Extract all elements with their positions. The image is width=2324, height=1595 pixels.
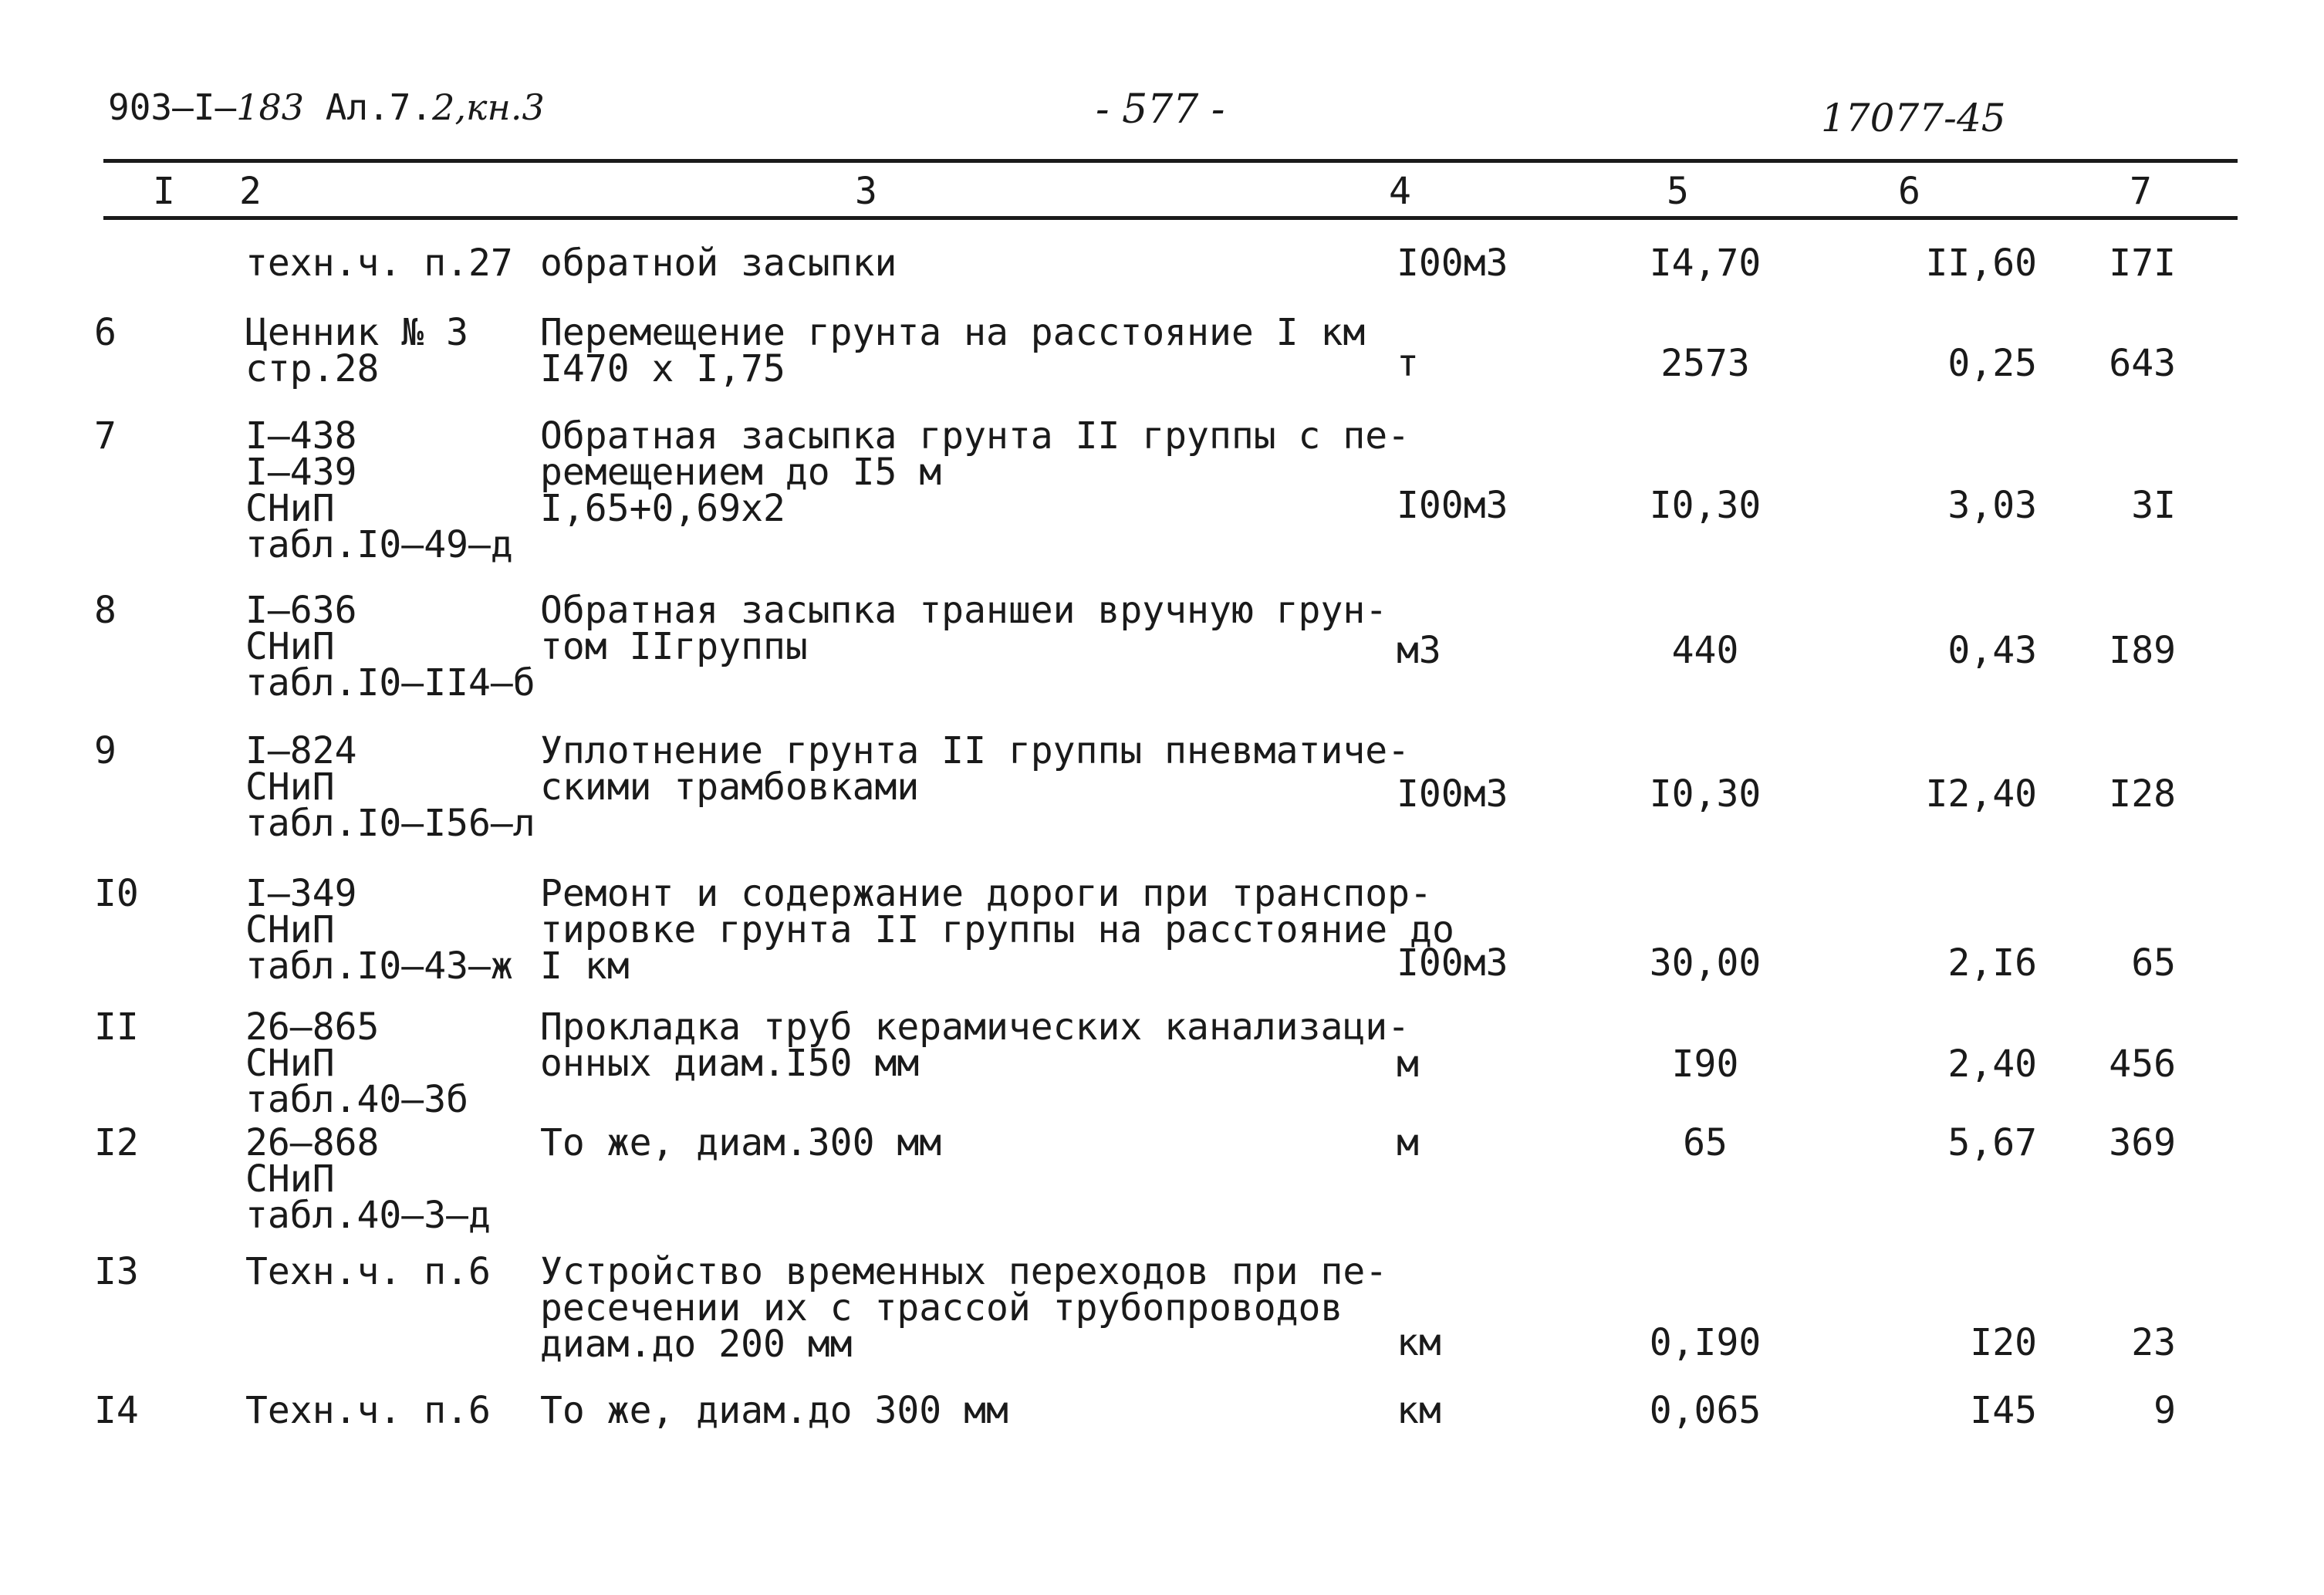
work-description-line: обратной засыпки bbox=[540, 242, 897, 285]
quantity: 65 bbox=[1683, 1121, 1728, 1164]
total-cost: I89 bbox=[2109, 629, 2176, 672]
reference-code-line: Техн.ч. п.6 bbox=[245, 1250, 491, 1293]
unit: км bbox=[1397, 1321, 1441, 1364]
column-number: 3 bbox=[855, 170, 877, 213]
document-code bbox=[108, 86, 545, 128]
total-cost: 369 bbox=[2109, 1121, 2176, 1164]
unit-price: I45 bbox=[1970, 1389, 2037, 1432]
column-number: 5 bbox=[1667, 170, 1689, 213]
reference-code-line: I–439 bbox=[245, 451, 357, 494]
reference-code-line: СНиП bbox=[245, 487, 335, 530]
header-rule-bottom bbox=[103, 216, 2238, 220]
unit-price: I20 bbox=[1970, 1321, 2037, 1364]
quantity: I0,30 bbox=[1649, 484, 1762, 527]
column-number: 4 bbox=[1389, 170, 1411, 213]
total-cost: 456 bbox=[2109, 1042, 2176, 1086]
row-number: II bbox=[94, 1005, 139, 1049]
total-cost: 3I bbox=[2131, 484, 2176, 527]
row-number: 8 bbox=[94, 589, 117, 632]
work-description-line: ремещением до I5 м bbox=[540, 451, 942, 494]
page-number: - 577 - bbox=[1096, 86, 1225, 133]
total-cost: 23 bbox=[2131, 1321, 2176, 1364]
work-description bbox=[540, 729, 1427, 809]
column-number: 7 bbox=[2130, 170, 2152, 213]
quantity: 2573 bbox=[1660, 342, 1750, 385]
row-number: I0 bbox=[94, 872, 139, 915]
work-description-line: скими трамбовками bbox=[540, 765, 920, 809]
work-description-line: То же, диам.до 300 мм bbox=[540, 1389, 1008, 1432]
inventory-number: 17077-45 bbox=[1821, 96, 2006, 140]
reference-code-line: Техн.ч. п.6 bbox=[245, 1389, 491, 1432]
total-cost: I28 bbox=[2109, 772, 2176, 816]
row-number: 6 bbox=[94, 311, 117, 354]
work-description bbox=[540, 242, 1427, 285]
unit: м bbox=[1397, 1121, 1419, 1164]
reference-code bbox=[245, 589, 535, 705]
work-description-line: Устройство временных переходов при пе- bbox=[540, 1250, 1388, 1293]
total-cost: I7I bbox=[2109, 242, 2176, 285]
work-description-line: То же, диам.300 мм bbox=[540, 1121, 942, 1164]
reference-code-line: СНиП bbox=[245, 1157, 335, 1201]
unit: I00м3 bbox=[1397, 772, 1508, 816]
work-description-line: I470 x I,75 bbox=[540, 347, 785, 390]
work-description bbox=[540, 1389, 1427, 1432]
column-number: 2 bbox=[239, 170, 262, 213]
unit: I00м3 bbox=[1397, 484, 1508, 527]
album-handwritten: 2,кн.3 bbox=[432, 86, 545, 128]
quantity: 0,I90 bbox=[1649, 1321, 1762, 1364]
reference-code-line: табл.40–3б bbox=[245, 1078, 468, 1121]
reference-code-line: 26–868 bbox=[245, 1121, 380, 1164]
reference-code bbox=[245, 1250, 491, 1293]
row-number: 7 bbox=[94, 414, 117, 458]
reference-code-line: I–824 bbox=[245, 729, 357, 772]
work-description bbox=[540, 1121, 1427, 1164]
unit: I00м3 bbox=[1397, 242, 1508, 285]
reference-code-line: I–438 bbox=[245, 414, 357, 458]
reference-code-line: I–636 bbox=[245, 589, 357, 632]
reference-code-line: техн.ч. п.27 bbox=[245, 242, 513, 285]
column-number: 6 bbox=[1898, 170, 1920, 213]
work-description-line: онных диам.I50 мм bbox=[540, 1042, 920, 1085]
unit-price: 3,03 bbox=[1947, 484, 2037, 527]
quantity: 440 bbox=[1671, 629, 1739, 672]
work-description-line: Ремонт и содержание дороги при транспор- bbox=[540, 872, 1432, 915]
work-description-line: ресечении их с трассой трубопроводов bbox=[540, 1286, 1343, 1330]
reference-code bbox=[245, 729, 535, 845]
reference-code-line: Ценник № 3 bbox=[245, 311, 468, 354]
row-number: 9 bbox=[94, 729, 117, 772]
row-number: I4 bbox=[94, 1389, 139, 1432]
reference-code bbox=[245, 414, 513, 566]
row-number: I2 bbox=[94, 1121, 139, 1164]
reference-code bbox=[245, 311, 468, 390]
reference-code-line: табл.40–3–д bbox=[245, 1194, 491, 1237]
reference-code-line: табл.I0–43–ж bbox=[245, 944, 513, 988]
document-code-handwritten: 183 bbox=[236, 86, 304, 128]
reference-code-line: СНиП bbox=[245, 1042, 335, 1085]
unit-price: I2,40 bbox=[1925, 772, 2037, 816]
album-prefix: Ал.7. bbox=[325, 86, 433, 128]
unit-price: II,60 bbox=[1925, 242, 2037, 285]
unit: км bbox=[1397, 1389, 1441, 1432]
work-description bbox=[540, 589, 1427, 668]
reference-code bbox=[245, 872, 513, 988]
row-number: I3 bbox=[94, 1250, 139, 1293]
reference-code-line: табл.I0–49–д bbox=[245, 523, 513, 566]
unit: м bbox=[1397, 1042, 1419, 1086]
work-description bbox=[540, 1005, 1427, 1086]
reference-code bbox=[245, 1005, 468, 1121]
work-description-line: Перемещение грунта на расстояние I км bbox=[540, 311, 1366, 354]
reference-code-line: СНиП bbox=[245, 765, 335, 809]
header-rule-top bbox=[103, 159, 2238, 163]
unit-price: 2,40 bbox=[1947, 1042, 2037, 1086]
work-description-line: тировке грунта II группы на расстояние до bbox=[540, 908, 1454, 951]
work-description-line: Обратная засыпка траншеи вручную грун- bbox=[540, 589, 1388, 632]
work-description-line: диам.до 200 мм bbox=[540, 1323, 853, 1366]
work-description-line: Прокладка труб керамических канализаци- bbox=[540, 1005, 1410, 1049]
total-cost: 643 bbox=[2109, 342, 2176, 385]
reference-code bbox=[245, 242, 513, 285]
unit-price: 0,43 bbox=[1947, 629, 2037, 672]
reference-code-line: СНиП bbox=[245, 908, 335, 951]
work-description-line: том IIгруппы bbox=[540, 625, 808, 668]
unit: т bbox=[1397, 342, 1419, 385]
unit-price: 2,I6 bbox=[1947, 941, 2037, 985]
work-description bbox=[540, 311, 1427, 390]
unit: м3 bbox=[1397, 629, 1441, 672]
reference-code-line: 26–865 bbox=[245, 1005, 380, 1049]
quantity: I0,30 bbox=[1649, 772, 1762, 816]
unit-price: 5,67 bbox=[1947, 1121, 2037, 1164]
reference-code bbox=[245, 1121, 491, 1237]
unit-price: 0,25 bbox=[1947, 342, 2037, 385]
total-cost: 65 bbox=[2131, 941, 2176, 985]
reference-code-line: СНиП bbox=[245, 625, 335, 668]
work-description-line: Обратная засыпка грунта II группы с пе- bbox=[540, 414, 1410, 458]
reference-code-line: стр.28 bbox=[245, 347, 380, 390]
document-code-prefix: 903–I– bbox=[108, 86, 237, 128]
work-description-line: I км bbox=[540, 944, 630, 988]
reference-code-line: табл.I0–I56–л bbox=[245, 802, 535, 845]
column-number: I bbox=[153, 170, 175, 213]
work-description-line: I,65+0,69x2 bbox=[540, 487, 785, 530]
quantity: 30,00 bbox=[1649, 941, 1762, 985]
total-cost: 9 bbox=[2153, 1389, 2176, 1432]
quantity: I90 bbox=[1671, 1042, 1739, 1086]
reference-code bbox=[245, 1389, 491, 1432]
work-description-line: Уплотнение грунта II группы пневматиче- bbox=[540, 729, 1410, 772]
unit: I00м3 bbox=[1397, 941, 1508, 985]
reference-code-line: табл.I0–II4–б bbox=[245, 661, 535, 705]
work-description bbox=[540, 1250, 1427, 1366]
quantity: I4,70 bbox=[1649, 242, 1762, 285]
reference-code-line: I–349 bbox=[245, 872, 357, 915]
work-description bbox=[540, 414, 1427, 530]
quantity: 0,065 bbox=[1649, 1389, 1762, 1432]
